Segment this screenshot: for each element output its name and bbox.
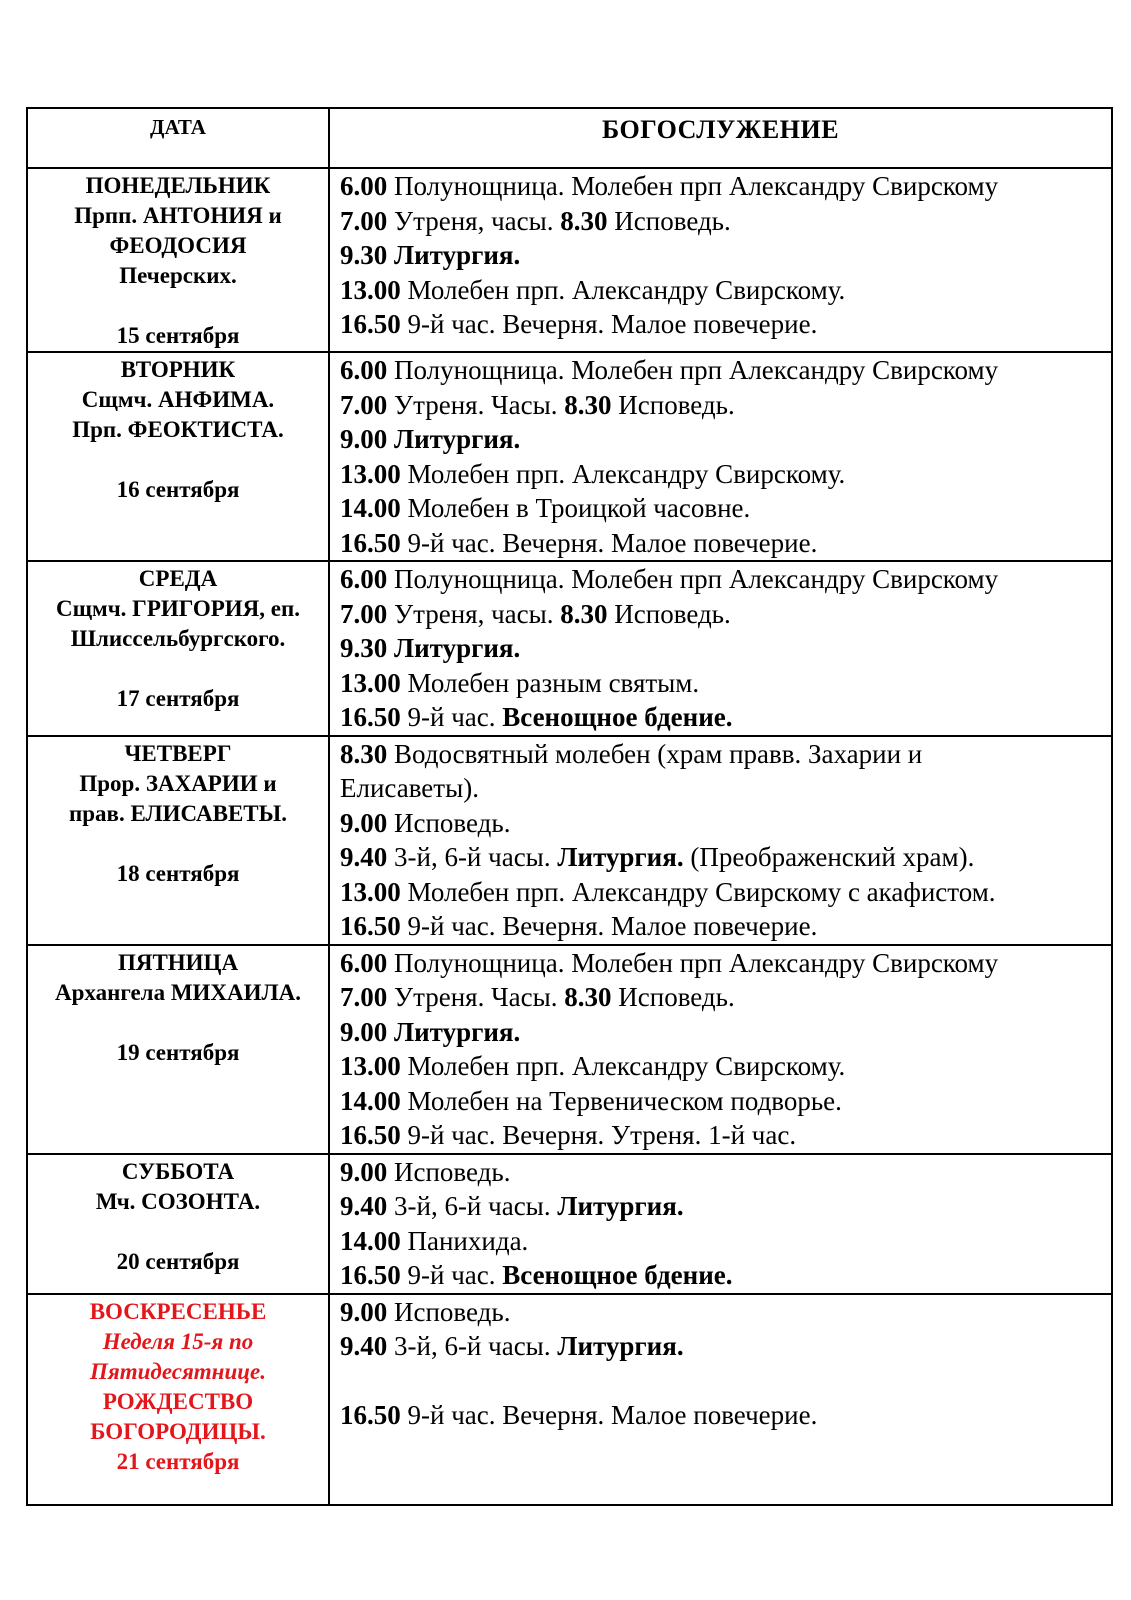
service-cell — [329, 1154, 1112, 1294]
service-line — [340, 1295, 1111, 1330]
feast-label: Неделя 15-я по — [102, 1328, 254, 1354]
date-cell — [27, 736, 329, 945]
service-line — [340, 457, 1111, 492]
service-line — [340, 806, 1111, 841]
service-cell — [329, 168, 1112, 352]
service-cell — [329, 352, 1112, 561]
service-line — [340, 1118, 1111, 1153]
service-emphasis: 9.00 Литургия. — [340, 1016, 521, 1047]
service-emphasis: 16.50 — [340, 702, 401, 732]
calendar-date: 15 сентября — [116, 323, 240, 348]
service-line — [340, 909, 1111, 944]
service-line — [340, 1329, 1111, 1364]
service-emphasis: 9.00 Литургия. — [340, 424, 521, 454]
service-line — [340, 238, 1111, 273]
service-text: Исповедь. — [611, 982, 735, 1012]
service-text: Исповедь. — [387, 1296, 511, 1327]
service-emphasis: 8.30 — [564, 982, 612, 1012]
saint-label: РОЖДЕСТВО — [102, 1388, 254, 1414]
service-text: Молебен на Тервеническом подворье. — [400, 1085, 842, 1116]
service-line — [340, 875, 1111, 910]
schedule-table — [26, 107, 1113, 1506]
service-emphasis: 14.00 — [340, 493, 401, 523]
service-text: Полунощница. Молебен прп Александру Свирскому — [387, 355, 999, 385]
date-column-header: ДАТА — [27, 108, 329, 168]
weekday-label: ВОСКРЕСЕНЬЕ — [89, 1298, 267, 1324]
service-emphasis: 9.40 — [340, 1191, 388, 1221]
service-column-header: БОГОСЛУЖЕНИЕ — [329, 108, 1112, 168]
saint-label: Шлиссельбургского. — [70, 626, 286, 651]
service-text: Молебен прп. Александру Свирскому. — [400, 1051, 846, 1081]
saint-label: Сщмч. ГРИГОРИЯ, еп. — [56, 596, 300, 621]
saint-label: БОГОРОДИЦЫ. — [90, 1418, 266, 1444]
service-emphasis: 13.00 — [340, 458, 401, 489]
service-line — [340, 1258, 1111, 1293]
service-emphasis: 8.30 — [560, 598, 608, 629]
date-cell — [27, 561, 329, 736]
service-emphasis: 9.00 — [340, 1156, 388, 1187]
service-line — [340, 946, 1111, 981]
schedule-body — [27, 168, 1112, 1505]
header-row — [27, 108, 1112, 168]
service-emphasis: 7.00 — [340, 205, 388, 236]
service-emphasis: 16.50 — [340, 1120, 401, 1150]
service-line — [340, 1155, 1111, 1190]
service-line — [340, 1049, 1111, 1084]
calendar-date: 20 сентября — [116, 1248, 240, 1274]
service-text: Полунощница. Молебен прп Александру Свирскому — [387, 947, 999, 978]
saint-label: ФЕОДОСИЯ — [109, 233, 247, 258]
service-emphasis: 8.30 — [340, 738, 388, 769]
service-emphasis: 13.00 — [340, 667, 401, 698]
service-text: 9-й час. Вечерня. Малое повечерие. — [400, 309, 818, 339]
service-emphasis: 16.50 — [340, 1400, 401, 1430]
service-emphasis: Литургия. — [557, 1331, 684, 1361]
service-text: Исповедь. — [607, 205, 731, 236]
service-emphasis: 9.40 — [340, 1331, 388, 1361]
service-text: Исповедь. — [611, 389, 735, 420]
calendar-date: 18 сентября — [116, 860, 240, 886]
service-emphasis: 7.00 — [340, 982, 388, 1012]
service-line — [340, 169, 1111, 204]
service-emphasis: 6.00 — [340, 947, 388, 978]
schedule-row — [27, 352, 1112, 561]
service-text: Утреня. Часы. — [387, 982, 565, 1012]
service-emphasis: 8.30 — [560, 205, 608, 236]
service-line — [340, 1189, 1111, 1224]
service-text: Полунощница. Молебен прп Александру Свирскому — [387, 171, 999, 201]
service-line — [340, 700, 1111, 735]
saint-label: Сщмч. АНФИМА. — [81, 387, 275, 412]
service-text: 9-й час. — [400, 1260, 503, 1290]
service-line — [340, 597, 1111, 632]
service-emphasis: 6.00 — [340, 355, 388, 385]
service-line — [340, 840, 1111, 875]
service-line — [340, 422, 1111, 457]
service-line — [340, 353, 1111, 388]
service-line — [340, 737, 1111, 772]
service-cell — [329, 561, 1112, 736]
service-line — [340, 307, 1111, 342]
weekday-label: СУББОТА — [121, 1158, 235, 1184]
date-cell — [27, 168, 329, 352]
service-emphasis: 16.50 — [340, 911, 401, 941]
date-cell — [27, 1294, 329, 1505]
service-emphasis: 9.30 Литургия. — [340, 633, 521, 663]
service-text: Молебен прп. Александру Свирскому. — [400, 274, 846, 305]
service-emphasis: 16.50 — [340, 1260, 401, 1290]
schedule-row — [27, 1294, 1112, 1505]
weekday-label: ЧЕТВЕРГ — [124, 740, 232, 766]
service-text: Полунощница. Молебен прп Александру Свирскому — [387, 564, 999, 594]
saint-label: Печерских. — [119, 263, 237, 288]
service-emphasis: 6.00 — [340, 171, 388, 201]
service-text: Панихида. — [400, 1225, 529, 1256]
calendar-date: 19 сентября — [116, 1039, 240, 1065]
schedule-row — [27, 945, 1112, 1154]
weekday-label: СРЕДА — [138, 566, 218, 591]
saint-label: Архангела МИХАИЛА. — [54, 979, 302, 1005]
date-cell — [27, 352, 329, 561]
service-emphasis: Литургия. — [557, 1191, 684, 1221]
service-line — [340, 491, 1111, 526]
service-text: Исповедь. — [387, 1156, 511, 1187]
service-text: Молебен прп. Александру Свирскому. — [400, 458, 846, 489]
service-emphasis: 14.00 — [340, 1225, 401, 1256]
service-emphasis: 9.00 — [340, 807, 388, 838]
service-text: Водосвятный молебен (храм правв. Захарии и — [387, 738, 923, 769]
service-emphasis: 14.00 — [340, 1085, 401, 1116]
calendar-date: 16 сентября — [116, 477, 240, 502]
schedule-row — [27, 168, 1112, 352]
service-cell — [329, 945, 1112, 1154]
service-line — [340, 980, 1111, 1015]
service-emphasis: 16.50 — [340, 309, 401, 339]
date-cell — [27, 945, 329, 1154]
service-text: Молебен прп. Александру Свирскому с акафистом. — [400, 876, 996, 907]
service-line — [340, 526, 1111, 561]
saint-label: Прпп. АНТОНИЯ и — [74, 203, 282, 228]
service-text: 3-й, 6-й часы. — [387, 842, 558, 872]
saint-label: прав. ЕЛИСАВЕТЫ. — [69, 800, 287, 826]
service-emphasis: 13.00 — [340, 876, 401, 907]
service-cell — [329, 736, 1112, 945]
blank-line — [340, 1364, 1111, 1399]
schedule-row — [27, 1154, 1112, 1294]
service-cell — [329, 1294, 1112, 1505]
service-line — [340, 1015, 1111, 1050]
service-emphasis: 16.50 — [340, 527, 401, 558]
service-text: Молебен в Троицкой часовне. — [400, 493, 751, 523]
weekday-label: ВТОРНИК — [120, 357, 236, 382]
service-emphasis: 8.30 — [564, 389, 612, 420]
service-text: Исповедь. — [607, 598, 731, 629]
service-line — [340, 204, 1111, 239]
service-emphasis: 6.00 — [340, 564, 388, 594]
service-emphasis: 7.00 — [340, 389, 388, 420]
service-line — [340, 1084, 1111, 1119]
service-line — [340, 562, 1111, 597]
service-emphasis: Литургия. — [557, 842, 684, 872]
weekday-label: ПЯТНИЦА — [117, 949, 239, 975]
service-text: Елисаветы). — [340, 773, 479, 803]
saint-label: Прп. ФЕОКТИСТА. — [72, 417, 284, 442]
service-emphasis: Всенощное бдение. — [502, 702, 733, 732]
service-emphasis: 13.00 — [340, 1051, 401, 1081]
service-text: Утреня, часы. — [387, 598, 561, 629]
service-text: 3-й, 6-й часы. — [387, 1331, 558, 1361]
service-line — [340, 631, 1111, 666]
calendar-date: 21 сентября — [116, 1448, 240, 1474]
service-text: Утреня, часы. — [387, 205, 561, 236]
service-text: Молебен разным святым. — [400, 667, 700, 698]
service-emphasis: 9.00 — [340, 1296, 388, 1327]
date-cell — [27, 1154, 329, 1294]
service-line — [340, 388, 1111, 423]
schedule-row — [27, 736, 1112, 945]
service-line — [340, 273, 1111, 308]
service-line — [340, 771, 1111, 806]
service-line — [340, 1224, 1111, 1259]
service-emphasis: 9.30 Литургия. — [340, 240, 521, 270]
service-emphasis: 13.00 — [340, 274, 401, 305]
service-text: 9-й час. Вечерня. Малое повечерие. — [400, 911, 818, 941]
service-text: 9-й час. Вечерня. Утреня. 1-й час. — [400, 1120, 797, 1150]
service-text: (Преображенский храм). — [683, 842, 975, 872]
saint-label: Мч. СОЗОНТА. — [95, 1188, 261, 1214]
service-text: 9-й час. Вечерня. Малое повечерие. — [400, 1400, 818, 1430]
service-text: Исповедь. — [387, 807, 511, 838]
service-emphasis: Всенощное бдение. — [502, 1260, 733, 1290]
service-text: Утреня. Часы. — [387, 389, 565, 420]
calendar-date: 17 сентября — [116, 686, 240, 711]
service-emphasis: 9.40 — [340, 842, 388, 872]
saint-label: Прор. ЗАХАРИИ и — [79, 770, 277, 796]
schedule-row — [27, 561, 1112, 736]
service-text: 3-й, 6-й часы. — [387, 1191, 558, 1221]
service-line — [340, 666, 1111, 701]
service-text: 9-й час. Вечерня. Малое повечерие. — [400, 527, 818, 558]
weekday-label: ПОНЕДЕЛЬНИК — [85, 173, 271, 198]
service-line — [340, 1398, 1111, 1433]
service-text: 9-й час. — [400, 702, 503, 732]
service-emphasis: 7.00 — [340, 598, 388, 629]
feast-label: Пятидесятнице. — [90, 1358, 266, 1384]
